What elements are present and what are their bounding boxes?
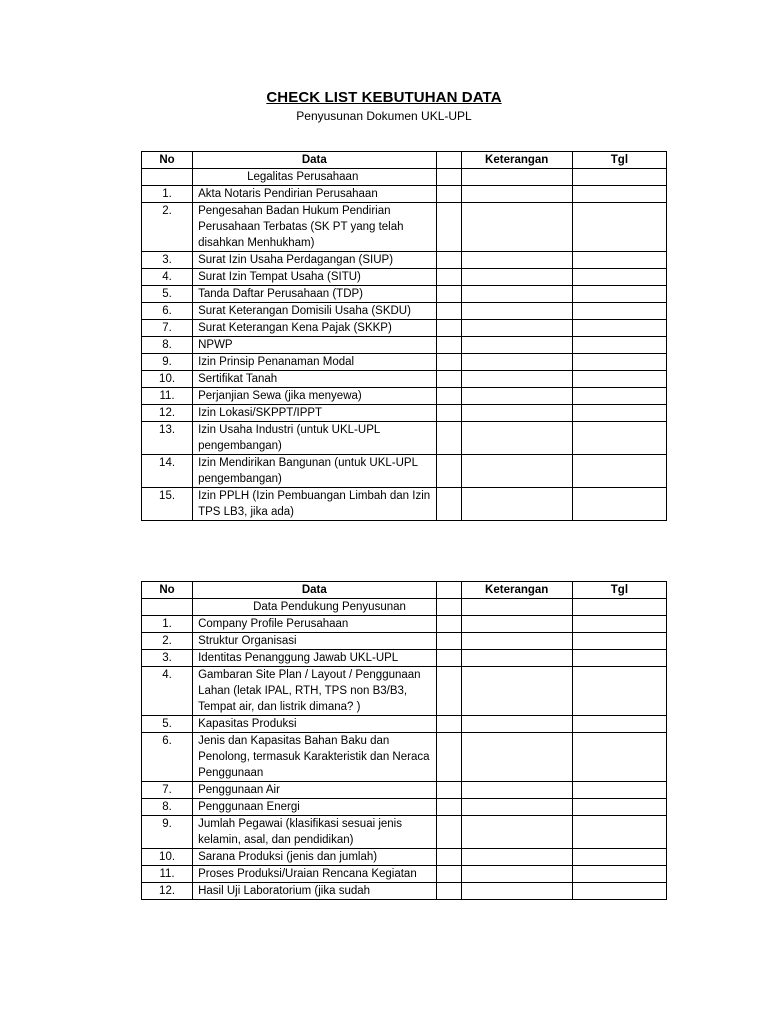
check-cell[interactable] [436, 633, 461, 650]
tgl-cell[interactable] [572, 782, 666, 799]
row-number: 13. [142, 422, 193, 455]
check-cell[interactable] [436, 203, 461, 252]
row-number: 15. [142, 488, 193, 521]
tgl-cell[interactable] [572, 883, 666, 900]
check-cell[interactable] [436, 371, 461, 388]
tgl-cell[interactable] [572, 269, 666, 286]
keterangan-cell[interactable] [461, 488, 572, 521]
check-cell[interactable] [436, 488, 461, 521]
tgl-cell[interactable] [572, 388, 666, 405]
row-number: 2. [142, 203, 193, 252]
row-data-text: Surat Izin Tempat Usaha (SITU) [193, 269, 436, 286]
section-no-cell [142, 599, 193, 616]
keterangan-cell[interactable] [461, 782, 572, 799]
table-row [142, 337, 667, 354]
row-data-text: Perjanjian Sewa (jika menyewa) [193, 388, 436, 405]
header-no: No [142, 152, 193, 169]
tgl-cell[interactable] [572, 422, 666, 455]
tgl-cell[interactable] [572, 716, 666, 733]
section-row [142, 169, 667, 186]
row-number: 4. [142, 667, 193, 716]
check-cell[interactable] [436, 303, 461, 320]
keterangan-cell[interactable] [461, 866, 572, 883]
row-data-text: Surat Keterangan Kena Pajak (SKKP) [193, 320, 436, 337]
row-number: 7. [142, 320, 193, 337]
check-cell[interactable] [436, 866, 461, 883]
keterangan-cell[interactable] [461, 405, 572, 422]
row-number: 11. [142, 866, 193, 883]
header-data: Data [193, 582, 436, 599]
table-row [142, 320, 667, 337]
keterangan-cell[interactable] [461, 422, 572, 455]
tgl-cell[interactable] [572, 849, 666, 866]
section-no-cell [142, 169, 193, 186]
row-number: 10. [142, 371, 193, 388]
table-row [142, 286, 667, 303]
keterangan-cell[interactable] [461, 169, 572, 186]
check-cell[interactable] [436, 816, 461, 849]
keterangan-cell[interactable] [461, 849, 572, 866]
document-title: CHECK LIST KEBUTUHAN DATA [266, 89, 502, 106]
table-row [142, 488, 667, 521]
keterangan-cell[interactable] [461, 203, 572, 252]
keterangan-cell[interactable] [461, 455, 572, 488]
row-number: 9. [142, 816, 193, 849]
check-cell[interactable] [436, 422, 461, 455]
tgl-cell[interactable] [572, 303, 666, 320]
table-row [142, 455, 667, 488]
row-number: 5. [142, 286, 193, 303]
keterangan-cell[interactable] [461, 388, 572, 405]
row-number: 11. [142, 388, 193, 405]
tgl-cell[interactable] [572, 371, 666, 388]
tgl-cell[interactable] [572, 455, 666, 488]
tgl-cell[interactable] [572, 354, 666, 371]
check-cell[interactable] [436, 716, 461, 733]
row-number: 12. [142, 883, 193, 900]
table-row [142, 849, 667, 866]
tgl-cell[interactable] [572, 203, 666, 252]
keterangan-cell[interactable] [461, 616, 572, 633]
check-cell[interactable] [436, 388, 461, 405]
check-cell[interactable] [436, 455, 461, 488]
header-no: No [142, 582, 193, 599]
row-data-text: Gambaran Site Plan / Layout / Penggunaan Lahan (letak IPAL, RTH, TPS non B3/B3, Tempat air, dan listrik dimana? ) [193, 667, 436, 716]
row-data-text: Tanda Daftar Perusahaan (TDP) [193, 286, 436, 303]
keterangan-cell[interactable] [461, 337, 572, 354]
row-number: 14. [142, 455, 193, 488]
row-data-text: NPWP [193, 337, 436, 354]
table-row [142, 633, 667, 650]
check-cell[interactable] [436, 849, 461, 866]
keterangan-cell[interactable] [461, 716, 572, 733]
table-row [142, 782, 667, 799]
table-row [142, 388, 667, 405]
table-row [142, 866, 667, 883]
header-blank [436, 152, 461, 169]
document-subtitle: Penyusunan Dokumen UKL-UPL [296, 109, 472, 123]
keterangan-cell[interactable] [461, 799, 572, 816]
check-cell[interactable] [436, 883, 461, 900]
keterangan-cell[interactable] [461, 320, 572, 337]
tgl-cell[interactable] [572, 816, 666, 849]
table-row [142, 799, 667, 816]
check-cell[interactable] [436, 186, 461, 203]
keterangan-cell[interactable] [461, 633, 572, 650]
keterangan-cell[interactable] [461, 667, 572, 716]
keterangan-cell[interactable] [461, 371, 572, 388]
row-number: 2. [142, 633, 193, 650]
table-header-row [142, 152, 667, 169]
keterangan-cell[interactable] [461, 883, 572, 900]
header-blank [436, 582, 461, 599]
row-number: 4. [142, 269, 193, 286]
table-row [142, 371, 667, 388]
keterangan-cell[interactable] [461, 733, 572, 782]
row-data-text: Sarana Produksi (jenis dan jumlah) [193, 849, 436, 866]
check-cell[interactable] [436, 405, 461, 422]
tgl-cell[interactable] [572, 799, 666, 816]
row-data-text: Hasil Uji Laboratorium (jika sudah [193, 883, 436, 900]
check-cell[interactable] [436, 286, 461, 303]
row-number: 8. [142, 799, 193, 816]
row-data-text: Izin Prinsip Penanaman Modal [193, 354, 436, 371]
row-data-text: Pengesahan Badan Hukum Pendirian Perusahaan Terbatas (SK PT yang telah disahkan Menhukham) [193, 203, 436, 252]
row-data-text: Surat Keterangan Domisili Usaha (SKDU) [193, 303, 436, 320]
checklist-table-legalitas [141, 151, 667, 521]
section-row [142, 599, 667, 616]
check-cell[interactable] [436, 269, 461, 286]
table-row [142, 883, 667, 900]
row-data-text: Penggunaan Energi [193, 799, 436, 816]
row-data-text: Surat Izin Usaha Perdagangan (SIUP) [193, 252, 436, 269]
row-data-text: Struktur Organisasi [193, 633, 436, 650]
tgl-cell[interactable] [572, 488, 666, 521]
row-data-text: Identitas Penanggung Jawab UKL-UPL [193, 650, 436, 667]
keterangan-cell[interactable] [461, 650, 572, 667]
table-row [142, 252, 667, 269]
row-number: 6. [142, 733, 193, 782]
row-data-text: Jumlah Pegawai (klasifikasi sesuai jenis kelamin, asal, dan pendidikan) [193, 816, 436, 849]
check-cell[interactable] [436, 599, 461, 616]
row-number: 12. [142, 405, 193, 422]
tgl-cell[interactable] [572, 616, 666, 633]
row-number: 8. [142, 337, 193, 354]
table-row [142, 716, 667, 733]
keterangan-cell[interactable] [461, 269, 572, 286]
check-cell[interactable] [436, 252, 461, 269]
row-data-text: Izin Lokasi/SKPPT/IPPT [193, 405, 436, 422]
row-number: 5. [142, 716, 193, 733]
tgl-cell[interactable] [572, 337, 666, 354]
tgl-cell[interactable] [572, 186, 666, 203]
keterangan-cell[interactable] [461, 186, 572, 203]
tgl-cell[interactable] [572, 733, 666, 782]
table-row [142, 650, 667, 667]
row-number: 9. [142, 354, 193, 371]
tgl-cell[interactable] [572, 320, 666, 337]
tgl-cell[interactable] [572, 252, 666, 269]
table-row [142, 816, 667, 849]
row-data-text: Penggunaan Air [193, 782, 436, 799]
row-number: 10. [142, 849, 193, 866]
table-row [142, 733, 667, 782]
check-cell[interactable] [436, 320, 461, 337]
row-number: 1. [142, 186, 193, 203]
table-row [142, 186, 667, 203]
table-row [142, 405, 667, 422]
row-data-text: Jenis dan Kapasitas Bahan Baku dan Penolong, termasuk Karakteristik dan Neraca Penggunaan [193, 733, 436, 782]
table-row [142, 303, 667, 320]
checklist-table-pendukung [141, 581, 667, 900]
table-row [142, 616, 667, 633]
tgl-cell[interactable] [572, 633, 666, 650]
keterangan-cell[interactable] [461, 303, 572, 320]
table-row [142, 269, 667, 286]
header-tgl: Tgl [572, 582, 666, 599]
check-cell[interactable] [436, 354, 461, 371]
row-data-text: Izin Mendirikan Bangunan (untuk UKL-UPL pengembangan) [193, 455, 436, 488]
row-number: 7. [142, 782, 193, 799]
check-cell[interactable] [436, 616, 461, 633]
row-data-text: Company Profile Perusahaan [193, 616, 436, 633]
keterangan-cell[interactable] [461, 816, 572, 849]
check-cell[interactable] [436, 667, 461, 716]
section-title: Data Pendukung Penyusunan [193, 599, 436, 616]
tgl-cell[interactable] [572, 286, 666, 303]
header-tgl: Tgl [572, 152, 666, 169]
tgl-cell[interactable] [572, 599, 666, 616]
row-data-text: Proses Produksi/Uraian Rencana Kegiatan [193, 866, 436, 883]
tgl-cell[interactable] [572, 866, 666, 883]
table-row [142, 203, 667, 252]
keterangan-cell[interactable] [461, 286, 572, 303]
keterangan-cell[interactable] [461, 252, 572, 269]
row-data-text: Izin PPLH (Izin Pembuangan Limbah dan Izin TPS LB3, jika ada) [193, 488, 436, 521]
keterangan-cell[interactable] [461, 599, 572, 616]
table-header-row [142, 582, 667, 599]
row-number: 1. [142, 616, 193, 633]
tgl-cell[interactable] [572, 650, 666, 667]
header-keterangan: Keterangan [461, 582, 572, 599]
check-cell[interactable] [436, 169, 461, 186]
check-cell[interactable] [436, 650, 461, 667]
check-cell[interactable] [436, 799, 461, 816]
check-cell[interactable] [436, 337, 461, 354]
row-number: 3. [142, 252, 193, 269]
row-data-text: Sertifikat Tanah [193, 371, 436, 388]
row-data-text: Izin Usaha Industri (untuk UKL-UPL pengembangan) [193, 422, 436, 455]
tgl-cell[interactable] [572, 667, 666, 716]
row-number: 6. [142, 303, 193, 320]
header-keterangan: Keterangan [461, 152, 572, 169]
section-title: Legalitas Perusahaan [193, 169, 436, 186]
keterangan-cell[interactable] [461, 354, 572, 371]
row-data-text: Akta Notaris Pendirian Perusahaan [193, 186, 436, 203]
tgl-cell[interactable] [572, 405, 666, 422]
table-row [142, 422, 667, 455]
tgl-cell[interactable] [572, 169, 666, 186]
check-cell[interactable] [436, 733, 461, 782]
table-row [142, 354, 667, 371]
row-data-text: Kapasitas Produksi [193, 716, 436, 733]
check-cell[interactable] [436, 782, 461, 799]
table-row [142, 667, 667, 716]
row-number: 3. [142, 650, 193, 667]
header-data: Data [193, 152, 436, 169]
